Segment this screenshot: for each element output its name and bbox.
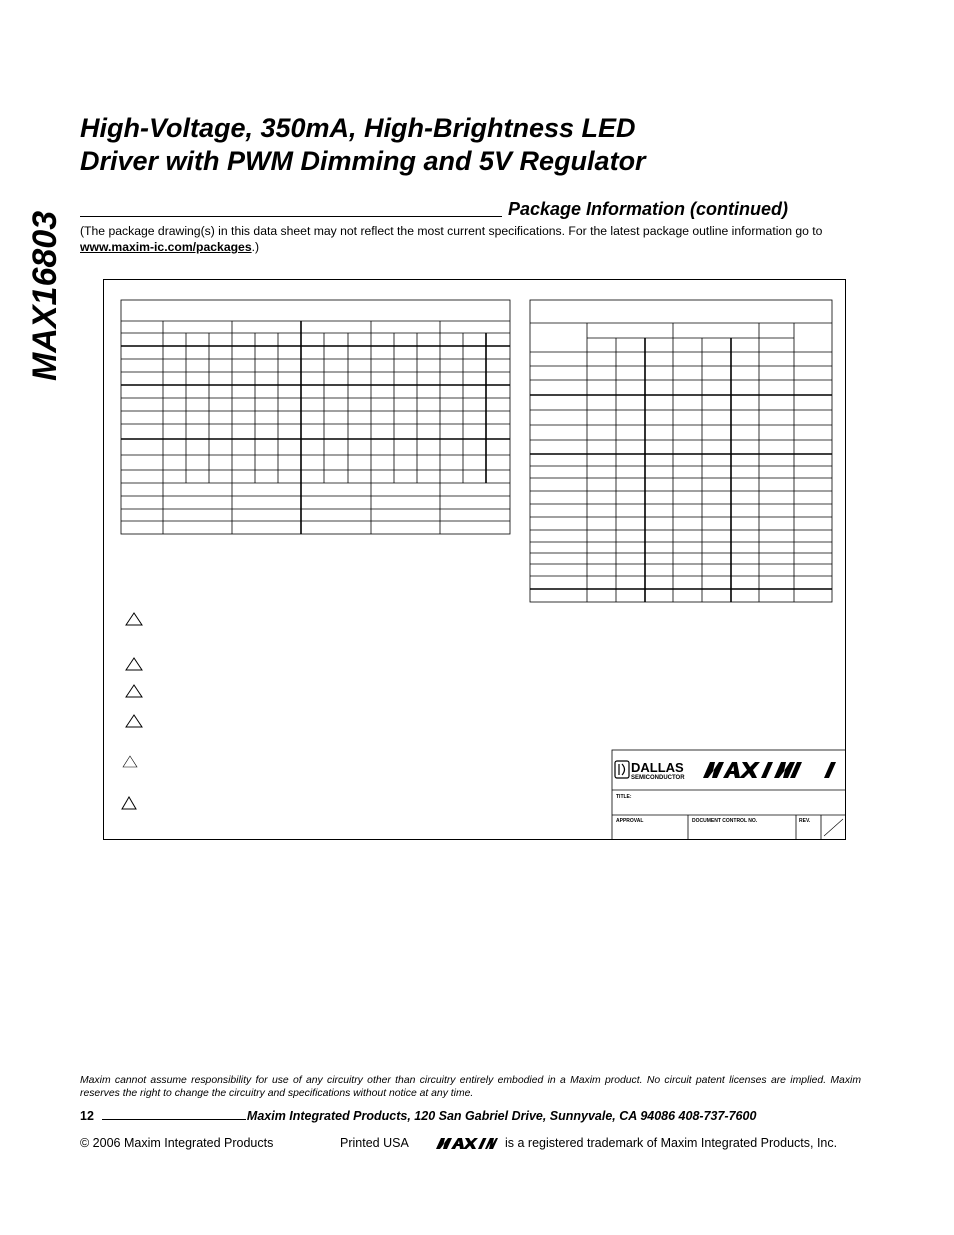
title-label: TITLE: xyxy=(616,794,632,800)
left-dimension-table xyxy=(121,300,510,534)
copyright: © 2006 Maxim Integrated Products xyxy=(80,1136,274,1150)
triangle-icon xyxy=(126,715,142,727)
trademark-statement: is a registered trademark of Maxim Integrated Products, Inc. xyxy=(505,1136,838,1150)
section-heading: Package Information (continued) xyxy=(508,199,789,219)
triangle-icon xyxy=(126,613,142,625)
company-address: Maxim Integrated Products, 120 San Gabriel Drive, Sunnyvale, CA 94086 408-737-7600 xyxy=(246,1109,757,1123)
triangle-icon xyxy=(126,685,142,697)
disclaimer: Maxim cannot assume responsibility for use of any circuitry other than circuitry entirely embodied in a Maxim product. No circuit patent licenses are implied. Maxim reserves the right to change the circuitry and specifications without notice at any time. xyxy=(80,1075,861,1099)
section-rule xyxy=(80,216,502,217)
footer-company-line xyxy=(80,1109,880,1123)
side-part-number-text: MAX16803 xyxy=(26,210,64,381)
triangle-icon xyxy=(126,658,142,670)
note-text-before: (The package drawing(s) in this data sheet may not reflect the most current specifications. For the latest package outline information go to xyxy=(80,224,823,238)
title-line-1: High-Voltage, 350mA, High-Brightness LED xyxy=(80,113,636,143)
maxim-logo-icon xyxy=(703,762,836,778)
package-drawing xyxy=(103,279,846,840)
note-triangle-markers xyxy=(122,613,142,809)
packages-link[interactable]: www.maxim-ic.com/packages xyxy=(80,240,252,254)
side-part-number xyxy=(8,205,68,385)
footer-rule xyxy=(102,1119,246,1120)
approval-label: APPROVAL xyxy=(616,818,644,824)
semiconductor-label: SEMICONDUCTOR xyxy=(631,775,685,781)
document-control-label: DOCUMENT CONTROL NO. xyxy=(692,818,758,824)
title-line-2: Driver with PWM Dimming and 5V Regulator xyxy=(80,146,646,176)
dallas-logo-icon xyxy=(615,761,629,778)
dallas-label: DALLAS xyxy=(631,760,684,775)
rev-label: REV. xyxy=(799,818,811,824)
note-text-after: .) xyxy=(251,240,260,254)
package-drawing-svg xyxy=(104,280,845,839)
printed-usa: Printed USA xyxy=(340,1136,409,1150)
drawing-title-block xyxy=(612,750,845,839)
page-number: 12 xyxy=(80,1109,94,1123)
maxim-logo-icon xyxy=(436,1137,498,1153)
triangle-icon xyxy=(122,797,136,809)
triangle-icon xyxy=(123,756,137,767)
package-note xyxy=(80,223,870,255)
document-title xyxy=(80,112,880,178)
right-dimension-table xyxy=(530,300,832,602)
